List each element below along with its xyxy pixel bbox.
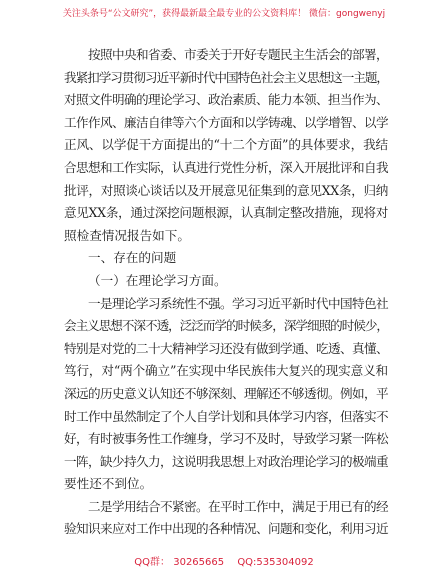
body-line: 批评，对照谈心谈话以及开展意见征集到的意见XX条，归纳: [64, 182, 388, 198]
body-line: 时工作中虽然制定了个人自学计划和具体学习内容，但落实不: [64, 408, 388, 424]
header-banner: 关注头条号“公文研究”，获得最新最全最专业的公文资料库！ 微信：gongwenyj: [62, 9, 386, 19]
subsection-heading: （一）在理论学习方面。: [88, 272, 227, 288]
section-heading: 一、存在的问题: [88, 250, 177, 266]
footer-qq-group: QQ群： 30265665: [134, 557, 225, 568]
body-line: 深远的历史意义认知还不够深刻、理解还不够透彻。例如，平: [64, 385, 388, 401]
body-line: 特别是对党的二十大精神学习还没有做到学通、吃透、真懂、: [64, 340, 388, 356]
footer-qq-number: QQ:535304092: [237, 557, 314, 568]
body-line: 一是理论学习系统性不强。学习习近平新时代中国特色社: [88, 295, 388, 311]
footer-contact: [0, 553, 448, 568]
body-line: 会主义思想不深不透，泛泛而学的时候多，深学细照的时候少，: [64, 318, 389, 334]
body-line: 笃行，对“两个确立”在实现中华民族伟大复兴的现实意义和: [64, 363, 388, 379]
body-line: 对照文件明确的理论学习、政治素质、能力本领、担当作为、: [64, 92, 388, 108]
body-line: 我紧扣学习贯彻习近平新时代中国特色社会主义思想这一主题，: [64, 69, 389, 85]
document-body: [64, 44, 388, 541]
body-line: 好，有时被事务性工作缠身，学习不及时，导致学习紧一阵松: [64, 431, 388, 447]
body-line: 要性还不到位。: [64, 476, 153, 492]
body-line: 意见XX条，通过深挖问题根源，认真制定整改措施，现将对: [64, 205, 388, 221]
body-line: 工作作风、廉洁自律等六个方面和以学铸魂、以学增智、以学: [64, 114, 388, 130]
body-line: 二是学用结合不紧密。在平时工作中，满足于用已有的经: [88, 498, 388, 514]
body-line: 正风、以学促干方面提出的“十二个方面”的具体要求，我结: [64, 137, 388, 153]
body-line: 合思想和工作实际，认真进行党性分析，深入开展批评和自我: [64, 159, 388, 175]
body-line: 验知识来应对工作中出现的各种情况、问题和变化，利用习近: [64, 521, 388, 537]
body-line: 一阵，缺少持久力，这说明我思想上对政治理论学习的极端重: [64, 453, 388, 469]
body-line: 照检查情况报告如下。: [64, 227, 190, 243]
body-line: 按照中央和省委、市委关于开好专题民主生活会的部署，: [88, 47, 388, 62]
